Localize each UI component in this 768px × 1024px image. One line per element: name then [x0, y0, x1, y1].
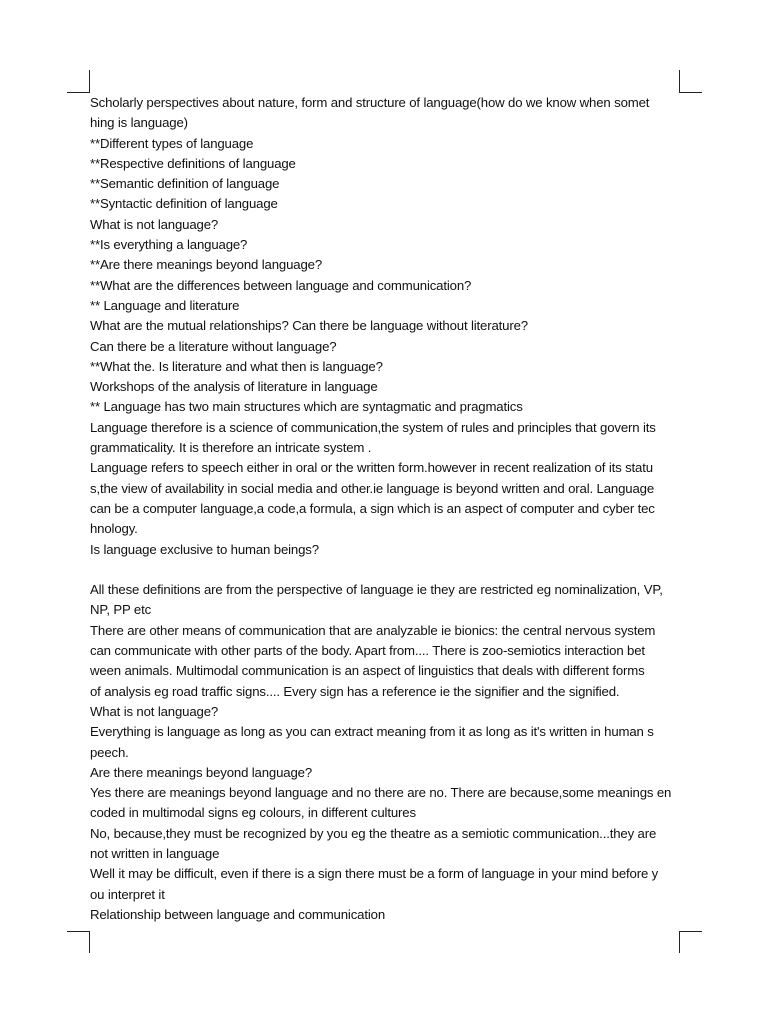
text-line: ween animals. Multimodal communication is an aspect of linguistics that deals with different forms: [90, 663, 645, 679]
text-line: grammaticality. It is therefore an intricate system .: [90, 440, 372, 456]
text-line: **What the. Is literature and what then is language?: [90, 358, 383, 374]
text-line: Scholarly perspectives about nature, form and structure of language(how do we know when somet: [90, 95, 650, 110]
text-line: s,the view of availability in social media and other.ie language is beyond written and oral. Language: [90, 480, 655, 496]
text-line: **What are the differences between language and communication?: [90, 277, 472, 293]
text-line: ** Language and literature: [90, 297, 240, 313]
text-line: Language therefore is a science of communication,the system of rules and principles that govern its: [90, 419, 656, 435]
text-line: of analysis eg road traffic signs.... Every sign has a reference ie the signifier and the signified.: [90, 683, 620, 699]
text-line: **Is everything a language?: [90, 237, 248, 253]
text-line: hing is language): [90, 115, 188, 131]
text-line: Relationship between language and communication: [90, 906, 386, 922]
text-line: **Respective definitions of language: [90, 155, 296, 171]
text-line: Everything is language as long as you can extract meaning from it as long as it's written in human s: [90, 724, 654, 740]
text-line: Yes there are meanings beyond language and no there are no. There are because,some meanings en: [90, 785, 672, 801]
text-line: Can there be a literature without language?: [90, 338, 337, 354]
text-line: **Syntactic definition of language: [90, 196, 278, 212]
document-body: [90, 93, 680, 925]
text-line: ** Language has two main structures which are syntagmatic and pragmatics: [90, 399, 523, 415]
text-line: Language refers to speech either in oral or the written form.however in recent realization of its statu: [90, 460, 653, 476]
text-line: peech.: [90, 744, 129, 760]
text-line: can communicate with other parts of the body. Apart from.... There is zoo-semiotics interaction bet: [90, 643, 645, 659]
text-line: Is language exclusive to human beings?: [90, 541, 319, 557]
text-line: not written in language: [90, 845, 220, 861]
text-line: What is not language?: [90, 703, 219, 719]
text-line: can be a computer language,a code,a formula, a sign which is an aspect of computer and cyber tec: [90, 500, 655, 516]
text-line: **Different types of language: [90, 135, 254, 151]
text-line: coded in multimodal signs eg colours, in different cultures: [90, 805, 416, 821]
text-line: No, because,they must be recognized by you eg the theatre as a semiotic communication...they are: [90, 825, 657, 841]
text-line: What are the mutual relationships? Can there be language without literature?: [90, 318, 528, 334]
blank-line: [90, 560, 680, 580]
text-line: All these definitions are from the perspective of language ie they are restricted eg nominalization, VP,: [90, 582, 663, 598]
text-line: Are there meanings beyond language?: [90, 764, 313, 780]
text-line: Well it may be difficult, even if there is a sign there must be a form of language in your mind before y: [90, 866, 659, 882]
text-line: What is not language?: [90, 216, 219, 232]
text-line: Workshops of the analysis of literature in language: [90, 379, 378, 395]
text-line: **Are there meanings beyond language?: [90, 257, 322, 273]
text-line: ou interpret it: [90, 886, 165, 902]
text-line: There are other means of communication that are analyzable ie bionics: the central nervous system: [90, 622, 656, 638]
text-line: **Semantic definition of language: [90, 176, 280, 192]
text-line: hnology.: [90, 521, 138, 537]
text-line: NP, PP etc: [90, 602, 152, 618]
